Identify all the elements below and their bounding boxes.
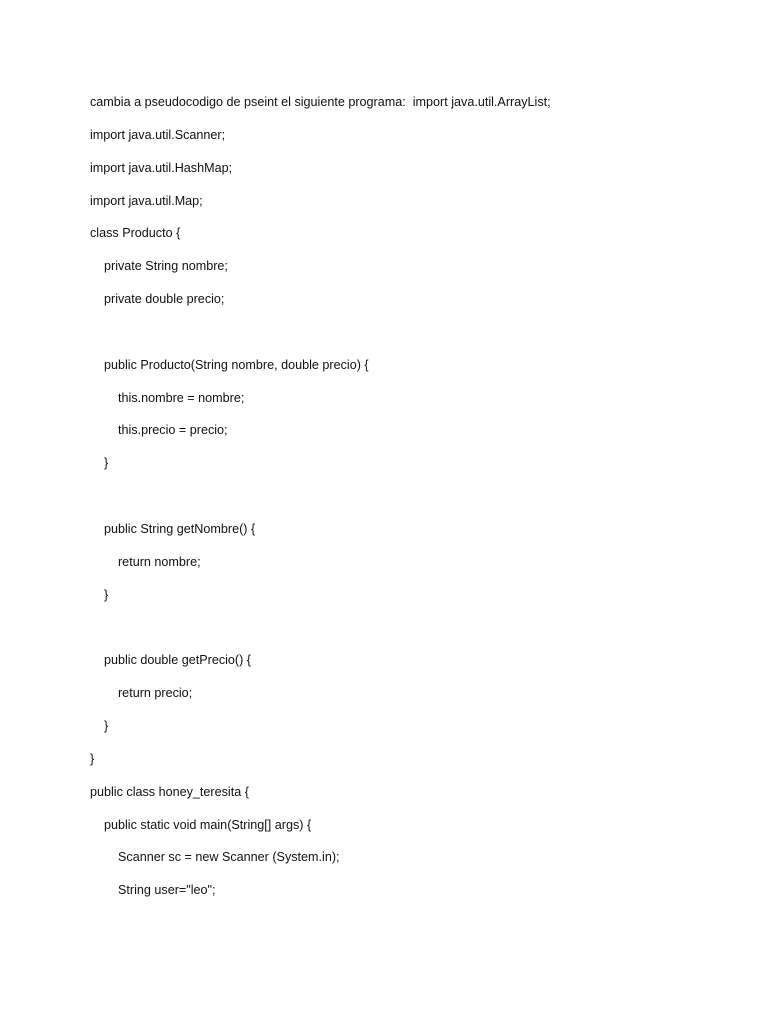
document-line: Scanner sc = new Scanner (System.in); <box>90 850 340 865</box>
document-line: public Producto(String nombre, double precio) { <box>90 357 369 372</box>
document-line: return nombre; <box>90 554 201 569</box>
document-line: } <box>90 751 95 766</box>
document-line: import java.util.Map; <box>90 193 203 208</box>
document-line: public String getNombre() { <box>90 521 256 536</box>
document-line: } <box>90 456 109 471</box>
document-line: import java.util.Scanner; <box>90 127 226 142</box>
document-line: private double precio; <box>90 292 225 307</box>
document-line: } <box>90 587 109 602</box>
document-blank-line <box>90 322 740 355</box>
document-line: public static void main(String[] args) { <box>90 817 312 832</box>
document-line: public class honey_teresita { <box>90 784 249 799</box>
document-line: String user="leo"; <box>90 883 216 898</box>
document-line: private String nombre; <box>90 259 228 274</box>
document-body <box>90 92 740 913</box>
document-blank-line <box>90 618 740 651</box>
document-line: this.nombre = nombre; <box>90 390 245 405</box>
document-line: public double getPrecio() { <box>90 653 252 668</box>
document-line: return precio; <box>90 686 193 701</box>
document-line: this.precio = precio; <box>90 423 228 438</box>
document-line: } <box>90 719 109 734</box>
document-line: import java.util.HashMap; <box>90 160 233 175</box>
document-blank-line <box>90 486 740 519</box>
document-line: cambia a pseudocodigo de pseint el siguiente programa: import java.util.ArrayList; <box>90 95 551 109</box>
document-line: class Producto { <box>90 226 181 241</box>
